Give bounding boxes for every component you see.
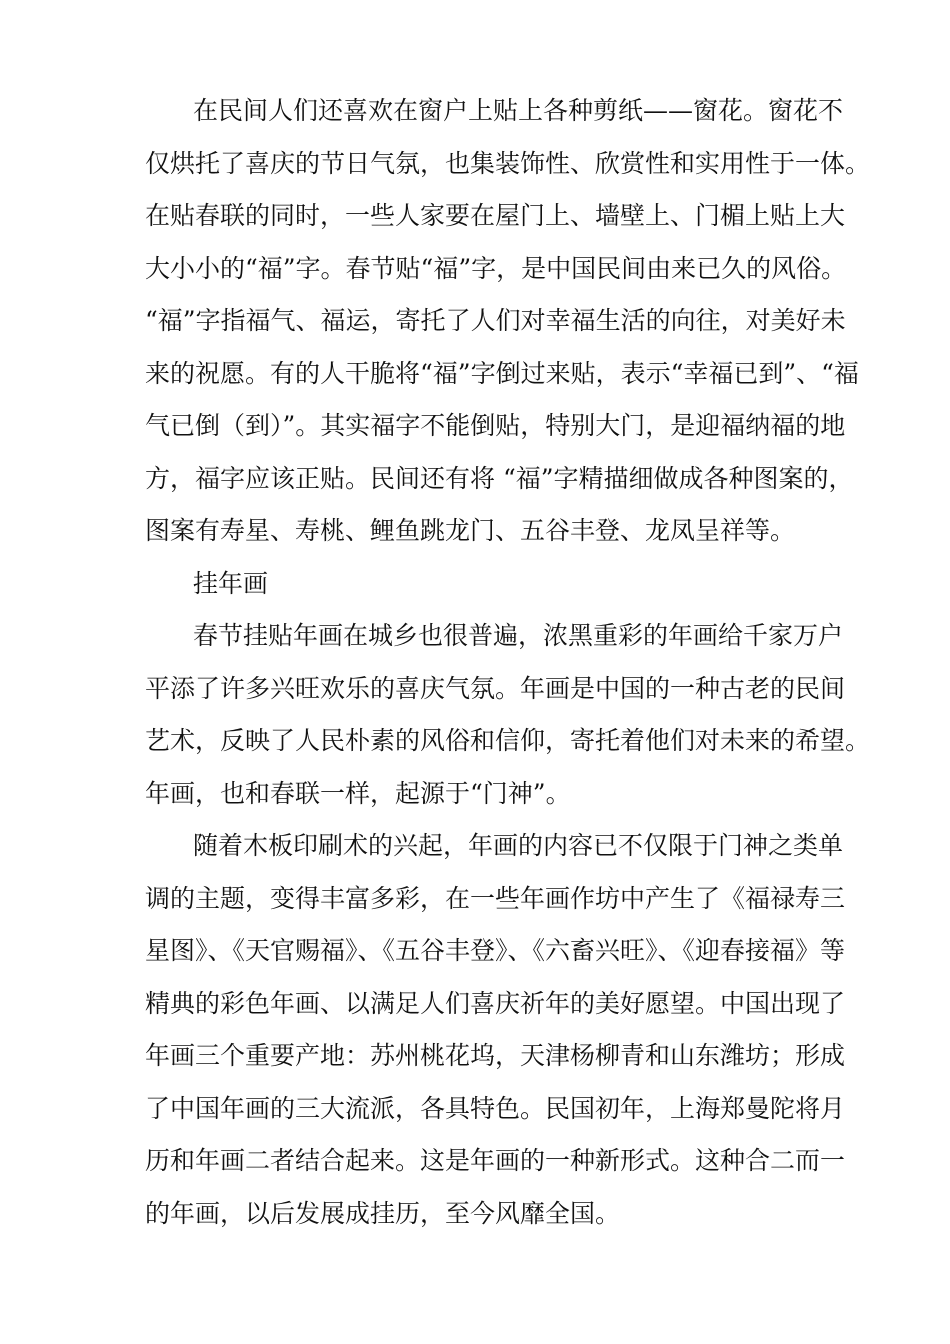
text-line: 图案有寿星、寿桃、鲤鱼跳龙门、五谷丰登、龙凤呈祥等。: [145, 516, 796, 545]
text-line: 精典的彩色年画、以满足人们喜庆祈年的美好愿望。中国出现了: [145, 988, 846, 1018]
text-line: 在民间人们还喜欢在窗户上贴上各种剪纸——窗花。窗花不: [193, 96, 844, 125]
text-line: 调的主题，变得丰富多彩，在一些年画作坊中产生了《福禄寿三: [145, 883, 846, 913]
text-line: 艺术，反映了人民朴素的风俗和信仰，寄托着他们对未来的希望。: [145, 726, 871, 755]
text-line: 的年画，以后发展成挂历，至今风靡全国。: [145, 1198, 621, 1228]
text-line: 星图》、《天官赐福》、《五谷丰登》、《六畜兴旺》、《迎春接福》等: [145, 936, 846, 965]
text-line: 随着木板印刷术的兴起，年画的内容已不仅限于门神之类单: [193, 831, 844, 860]
text-line: 在贴春联的同时，一些人家要在屋门上、墙壁上、门楣上贴上大: [145, 201, 846, 230]
text-line: “福”字指福气、福运，寄托了人们对幸福生活的向往，对美好未: [145, 306, 846, 335]
text-line: 仅烘托了喜庆的节日气氛，也集装饰性、欣赏性和实用性于一体。: [145, 148, 871, 178]
text-line: 了中国年画的三大流派，各具特色。民国初年，上海郑曼陀将月: [145, 1093, 846, 1123]
text-line: 来的祝愿。有的人干脆将“福”字倒过来贴，表示“幸福已到”、“福: [145, 358, 859, 388]
section-heading: 挂年画: [193, 568, 269, 598]
text-line: 大小小的“福”字。春节贴“福”字，是中国民间由来已久的风俗。: [145, 253, 847, 283]
text-line: 气已倒（到）”。其实福字不能倒贴，特别大门，是迎福纳福的地: [145, 411, 846, 440]
text-line: 年画，也和春联一样，起源于“门神”。: [145, 778, 571, 808]
text-line: 年画三个重要产地：苏州桃花坞，天津杨柳青和山东潍坊；形成: [145, 1041, 846, 1070]
text-line: 平添了许多兴旺欢乐的喜庆气氛。年画是中国的一种古老的民间: [145, 673, 846, 703]
text-line: 春节挂贴年画在城乡也很普遍，浓黑重彩的年画给千家万户: [193, 621, 844, 650]
text-line: 方，福字应该正贴。民间还有将 “福”字精描细做成各种图案的，: [145, 463, 854, 493]
text-line: 历和年画二者结合起来。这是年画的一种新形式。这种合二而一: [145, 1146, 846, 1175]
document-body: [145, 88, 871, 1243]
